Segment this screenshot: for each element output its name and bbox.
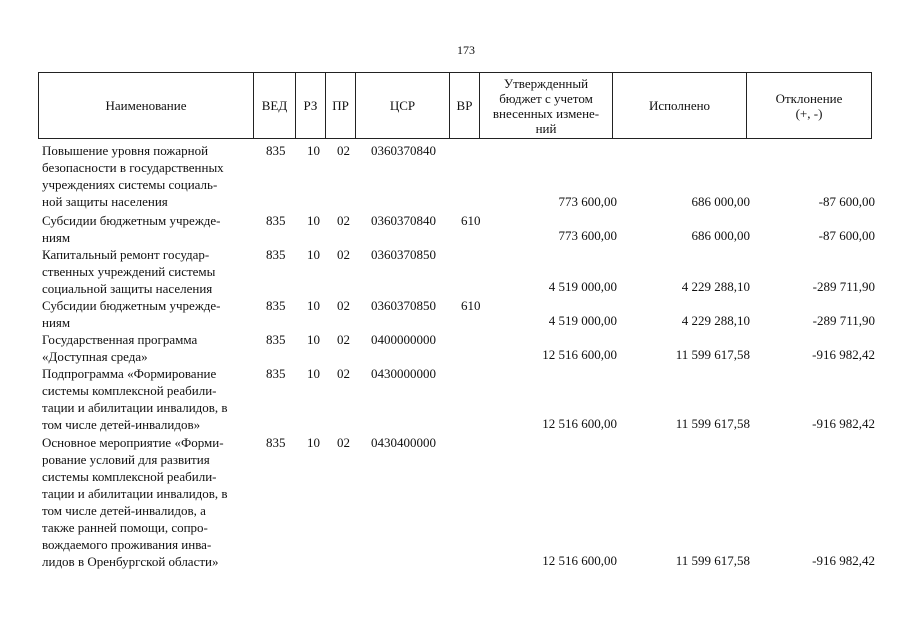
- row-deviation: -87 600,00: [818, 228, 875, 243]
- row-approved: 4 519 000,00: [548, 313, 617, 328]
- row-name: [42, 212, 248, 246]
- row-deviation: -87 600,00: [818, 194, 875, 209]
- header-approved-line-1: Утвержденный: [503, 75, 589, 91]
- row-name-line: тации и абилитации инвалидов, в: [42, 400, 228, 415]
- row-name-line: Повышение уровня пожарной: [42, 143, 209, 158]
- row-name: [42, 365, 248, 433]
- row-csr: 0430400000: [371, 435, 436, 450]
- row-deviation: -289 711,90: [812, 279, 875, 294]
- row-rz: 10: [307, 298, 320, 313]
- row-approved: 12 516 600,00: [542, 553, 617, 568]
- row-pr: 02: [337, 366, 350, 381]
- row-executed: 4 229 288,10: [681, 279, 750, 294]
- row-name-line: ниям: [42, 230, 71, 245]
- row-name-line: том числе детей-инвалидов»: [42, 417, 201, 432]
- row-rz: 10: [307, 247, 320, 262]
- row-name-line: Основное мероприятие «Форми-: [42, 435, 224, 450]
- header-deviation-line-1: Отклонение: [775, 90, 843, 106]
- header-approved: [480, 73, 613, 139]
- row-name-line: также ранней помощи, сопро-: [42, 520, 208, 535]
- row-name-line: ниям: [42, 315, 71, 330]
- row-ved: 835: [266, 435, 286, 450]
- row-ved: 835: [266, 366, 286, 381]
- table-row: [0, 210, 899, 244]
- row-csr: 0360370840: [371, 143, 436, 158]
- row-vr: 610: [461, 213, 481, 228]
- row-name: [42, 331, 248, 365]
- header-csr: ЦСР: [356, 73, 450, 139]
- row-deviation: -289 711,90: [812, 313, 875, 328]
- row-name-line: том числе детей-инвалидов, а: [42, 503, 206, 518]
- row-approved: 773 600,00: [558, 194, 617, 209]
- row-name-line: «Доступная среда»: [42, 349, 148, 364]
- row-rz: 10: [307, 435, 320, 450]
- header-approved-line-3: внесенных измене-: [492, 105, 600, 121]
- row-deviation: -916 982,42: [812, 416, 875, 431]
- row-name-line: Субсидии бюджетным учрежде-: [42, 213, 221, 228]
- row-executed: 4 229 288,10: [681, 313, 750, 328]
- row-name-line: тации и абилитации инвалидов, в: [42, 486, 228, 501]
- row-name-line: ной защиты населения: [42, 194, 168, 209]
- row-csr: 0360370850: [371, 298, 436, 313]
- table-row: [0, 244, 899, 295]
- row-name: [42, 297, 248, 331]
- row-pr: 02: [337, 213, 350, 228]
- row-name-line: лидов в Оренбургской области»: [42, 554, 219, 569]
- row-csr: 0430000000: [371, 366, 436, 381]
- row-name-line: ственных учреждений системы: [42, 264, 216, 279]
- row-name-line: Субсидии бюджетным учрежде-: [42, 298, 221, 313]
- header-approved-line-2: бюджет с учетом: [499, 90, 593, 106]
- row-rz: 10: [307, 332, 320, 347]
- row-name: [42, 142, 248, 210]
- header-pr: ПР: [326, 73, 356, 139]
- table-row: [0, 363, 899, 432]
- header-rz: РЗ: [296, 73, 326, 139]
- row-name-line: Государственная программа: [42, 332, 198, 347]
- row-ved: 835: [266, 298, 286, 313]
- row-executed: 11 599 617,58: [675, 416, 750, 431]
- row-name-line: вождаемого проживания инва-: [42, 537, 212, 552]
- row-name-line: безопасности в государственных: [42, 160, 224, 175]
- row-rz: 10: [307, 213, 320, 228]
- row-name-line: социальной защиты населения: [42, 281, 213, 296]
- header-name: Наименование: [39, 73, 254, 139]
- row-pr: 02: [337, 298, 350, 313]
- row-executed: 686 000,00: [691, 194, 750, 209]
- row-deviation: -916 982,42: [812, 553, 875, 568]
- row-name-line: рование условий для развития: [42, 452, 210, 467]
- row-executed: 686 000,00: [691, 228, 750, 243]
- row-csr: 0400000000: [371, 332, 436, 347]
- row-name-line: Капитальный ремонт государ-: [42, 247, 210, 262]
- header-deviation-line-2: (+, -): [795, 105, 823, 121]
- row-ved: 835: [266, 143, 286, 158]
- table-row: [0, 140, 899, 210]
- table-header: [38, 72, 872, 139]
- header-deviation: [747, 73, 872, 139]
- row-rz: 10: [307, 366, 320, 381]
- row-csr: 0360370840: [371, 213, 436, 228]
- row-pr: 02: [337, 143, 350, 158]
- row-pr: 02: [337, 332, 350, 347]
- table-row: [0, 295, 899, 329]
- row-executed: 11 599 617,58: [675, 347, 750, 362]
- header-executed: Исполнено: [613, 73, 747, 139]
- row-approved: 4 519 000,00: [548, 279, 617, 294]
- row-executed: 11 599 617,58: [675, 553, 750, 568]
- row-approved: 12 516 600,00: [542, 416, 617, 431]
- table-row: [0, 432, 899, 569]
- header-approved-line-4: ний: [535, 120, 557, 136]
- row-ved: 835: [266, 213, 286, 228]
- row-approved: 773 600,00: [558, 228, 617, 243]
- row-name: [42, 434, 248, 570]
- row-pr: 02: [337, 435, 350, 450]
- row-ved: 835: [266, 247, 286, 262]
- row-pr: 02: [337, 247, 350, 262]
- row-ved: 835: [266, 332, 286, 347]
- row-approved: 12 516 600,00: [542, 347, 617, 362]
- header-vr: ВР: [450, 73, 480, 139]
- row-name-line: Подпрограмма «Формирование: [42, 366, 217, 381]
- row-name: [42, 246, 248, 297]
- header-ved: ВЕД: [254, 73, 296, 139]
- row-rz: 10: [307, 143, 320, 158]
- page-number: 173: [457, 43, 475, 57]
- table-row: [0, 329, 899, 363]
- row-name-line: системы комплексной реабили-: [42, 469, 217, 484]
- row-deviation: -916 982,42: [812, 347, 875, 362]
- row-name-line: учреждениях системы социаль-: [42, 177, 218, 192]
- row-vr: 610: [461, 298, 481, 313]
- row-csr: 0360370850: [371, 247, 436, 262]
- row-name-line: системы комплексной реабили-: [42, 383, 217, 398]
